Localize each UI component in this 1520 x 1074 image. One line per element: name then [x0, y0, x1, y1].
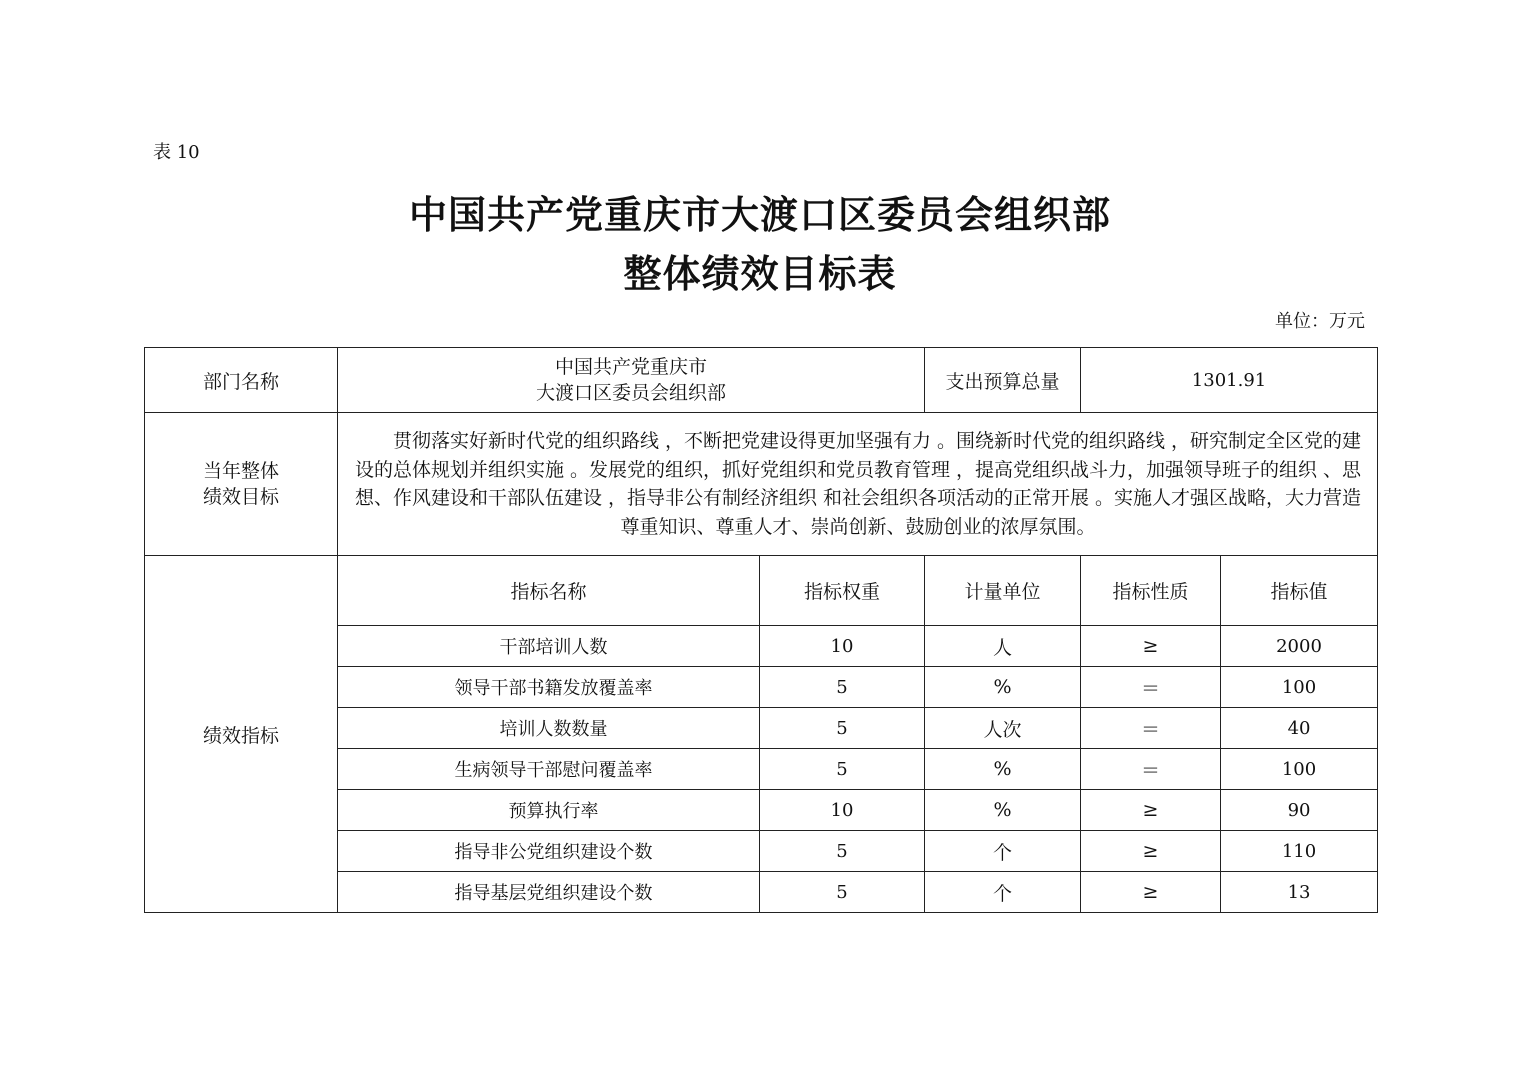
header-indicator-nature: 指标性质: [1081, 556, 1221, 626]
indicator-nature: ＝: [1081, 667, 1221, 708]
indicator-header-row: [145, 556, 1378, 626]
indicator-unit: 个: [925, 872, 1081, 913]
indicator-value: 13: [1221, 872, 1378, 913]
header-indicator-value: 指标值: [1221, 556, 1378, 626]
department-name-line1: 中国共产党重庆市: [555, 356, 708, 378]
header-measure-unit: 计量单位: [925, 556, 1081, 626]
indicator-value: 90: [1221, 790, 1378, 831]
indicator-value: 110: [1221, 831, 1378, 872]
annual-goal-row: [145, 413, 1378, 556]
indicator-value: 100: [1221, 667, 1378, 708]
indicator-name: 干部培训人数: [338, 626, 760, 667]
indicator-value: 2000: [1221, 626, 1378, 667]
budget-total-value: 1301.91: [1081, 348, 1378, 413]
indicator-nature: ≥: [1081, 831, 1221, 872]
indicator-nature: ＝: [1081, 708, 1221, 749]
unit-label: 单位：万元: [1275, 311, 1365, 332]
indicator-weight: 5: [760, 872, 925, 913]
indicator-name: 指导非公党组织建设个数: [338, 831, 760, 872]
performance-target-table: [144, 347, 1378, 913]
annual-goal-label-line1: 当年整体: [202, 460, 279, 482]
indicator-name: 指导基层党组织建设个数: [338, 872, 760, 913]
indicators-section-label: 绩效指标: [145, 556, 338, 913]
annual-goal-label-line2: 绩效目标: [202, 486, 279, 508]
indicator-name: 培训人数数量: [338, 708, 760, 749]
indicator-name: 生病领导干部慰问覆盖率: [338, 749, 760, 790]
indicator-weight: 5: [760, 667, 925, 708]
indicator-name: 预算执行率: [338, 790, 760, 831]
department-name-line2: 大渡口区委员会组织部: [536, 382, 727, 404]
department-name-value: [338, 348, 925, 413]
indicator-weight: 5: [760, 831, 925, 872]
indicator-unit: %: [925, 790, 1081, 831]
indicator-value: 40: [1221, 708, 1378, 749]
indicator-nature: ≥: [1081, 626, 1221, 667]
header-indicator-name: 指标名称: [338, 556, 760, 626]
indicator-value: 100: [1221, 749, 1378, 790]
indicator-weight: 10: [760, 626, 925, 667]
indicator-nature: ≥: [1081, 872, 1221, 913]
indicator-unit: %: [925, 749, 1081, 790]
indicator-weight: 5: [760, 749, 925, 790]
annual-goal-text: 贯彻落实好新时代党的组织路线 ，不断把党建设得更加坚强有力 。围绕新时代党的组织路线 ，研究制定全区党的建设的总体规划并组织实施 。发展党的组织，抓好党组织和党员教育管理 ，提高党组织战斗力，加强领导班子的组织 、思想、作风建设和干部队伍建设 ，指导非公有制经济组织 和社会组织各项活动的正常开展 。实施人才强区战略，大力营造尊重知识、尊重人才、崇尚创新、鼓励创业的浓厚氛围。: [338, 413, 1378, 556]
department-row: [145, 348, 1378, 413]
annual-goal-label: [145, 413, 338, 556]
page-title-line1: 中国共产党重庆市大渡口区委员会组织部: [408, 193, 1111, 237]
indicator-unit: 人: [925, 626, 1081, 667]
indicator-unit: 人次: [925, 708, 1081, 749]
indicator-nature: ＝: [1081, 749, 1221, 790]
indicator-nature: ≥: [1081, 790, 1221, 831]
indicator-weight: 5: [760, 708, 925, 749]
indicator-weight: 10: [760, 790, 925, 831]
page-title-line2: 整体绩效目标表: [623, 252, 897, 296]
indicator-unit: 个: [925, 831, 1081, 872]
budget-total-label: 支出预算总量: [925, 348, 1081, 413]
department-name-label: 部门名称: [145, 348, 338, 413]
table-number-label: 表 10: [153, 142, 200, 163]
indicator-name: 领导干部书籍发放覆盖率: [338, 667, 760, 708]
indicator-unit: %: [925, 667, 1081, 708]
header-indicator-weight: 指标权重: [760, 556, 925, 626]
